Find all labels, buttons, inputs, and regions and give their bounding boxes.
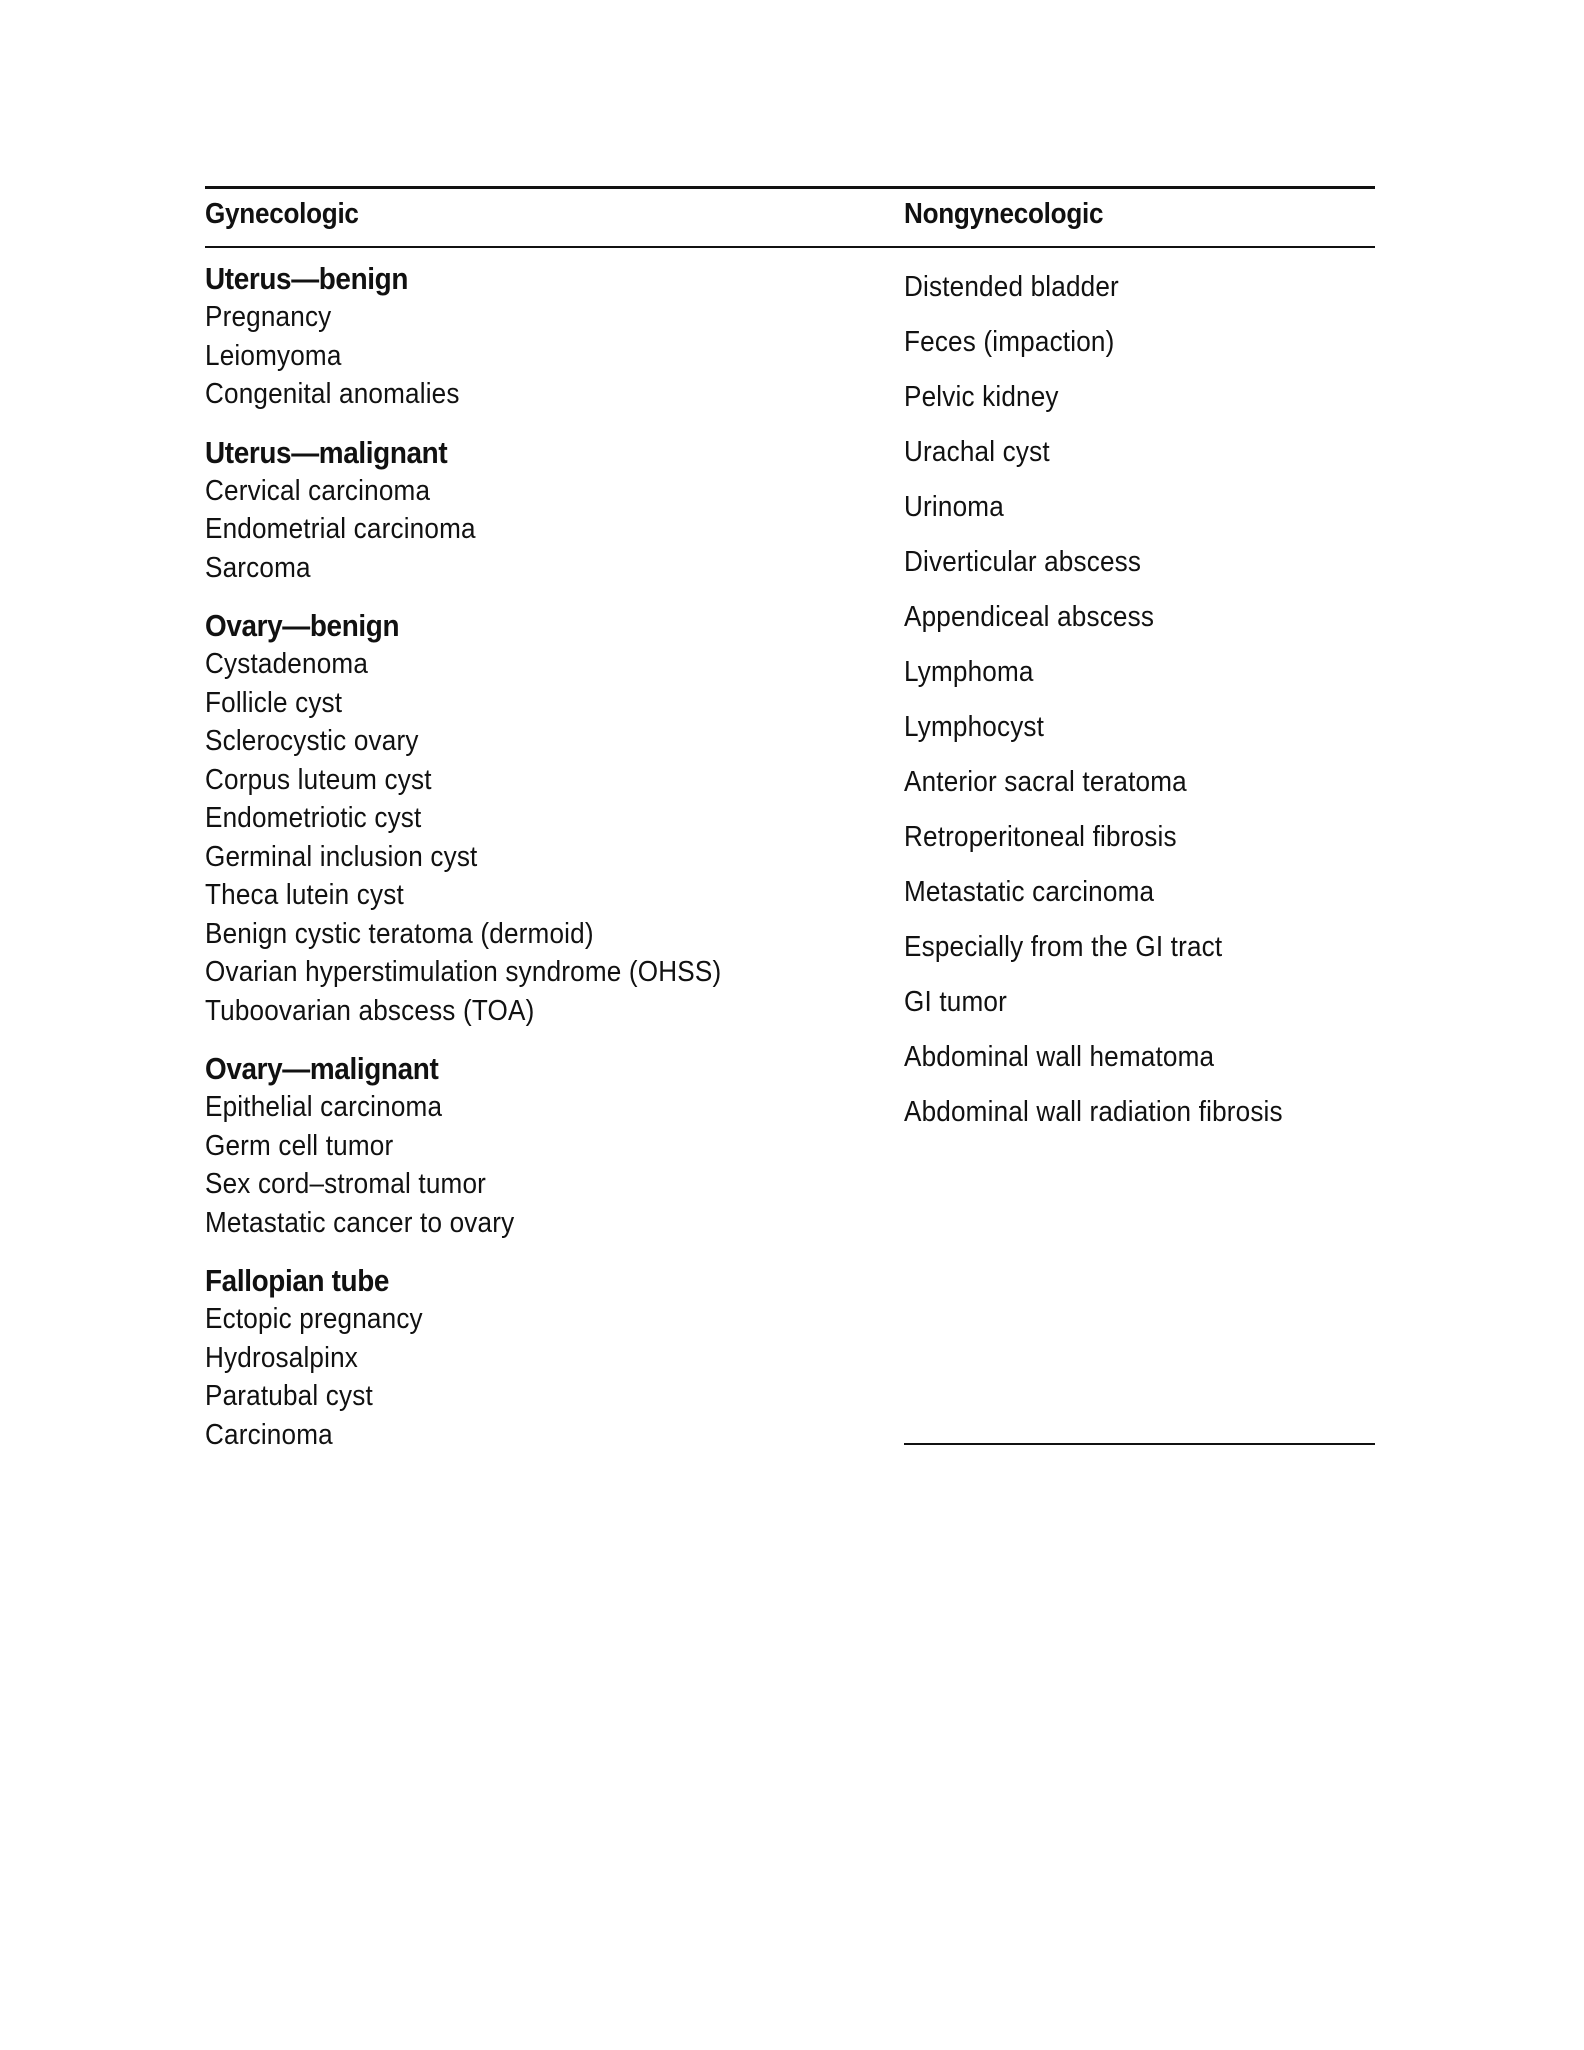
group-heading: Fallopian tube xyxy=(205,1263,390,1298)
list-item: Urachal cyst xyxy=(904,436,1050,468)
table-header-rule xyxy=(205,246,1375,248)
group-uterus-benign xyxy=(205,260,885,414)
list-item: Tuboovarian abscess (TOA) xyxy=(205,994,535,1027)
list-item: Pregnancy xyxy=(205,301,332,333)
list-item: Germinal inclusion cyst xyxy=(205,840,478,873)
list-item: Endometrial carcinoma xyxy=(205,513,476,545)
table-bottom-rule xyxy=(904,1443,1375,1445)
list-item: Congenital anomalies xyxy=(205,378,460,410)
list-item: Abdominal wall radiation fibrosis xyxy=(904,1096,1283,1128)
list-item: Benign cystic teratoma (dermoid) xyxy=(205,917,594,950)
group-heading: Ovary—malignant xyxy=(205,1051,439,1086)
list-item: Carcinoma xyxy=(205,1418,333,1451)
list-item: Abdominal wall hematoma xyxy=(904,1041,1215,1073)
list-item: Distended bladder xyxy=(904,271,1119,303)
group-heading: Uterus—malignant xyxy=(205,434,448,470)
group-heading: Ovary—benign xyxy=(205,608,400,643)
list-item: Theca lutein cyst xyxy=(205,879,404,911)
list-item: Anterior sacral teratoma xyxy=(904,766,1187,798)
list-item: Lymphoma xyxy=(904,656,1034,688)
group-heading: Uterus—benign xyxy=(205,261,409,296)
list-item: Leiomyoma xyxy=(205,339,342,372)
list-item: Cervical carcinoma xyxy=(205,474,431,507)
list-item: Germ cell tumor xyxy=(205,1129,394,1162)
list-item: Ectopic pregnancy xyxy=(205,1303,423,1335)
nongynecologic-column-header: Nongynecologic xyxy=(904,198,1104,230)
list-item: Pelvic kidney xyxy=(904,381,1059,413)
nongynecologic-column xyxy=(904,260,1384,1140)
list-item: Retroperitoneal fibrosis xyxy=(904,821,1177,853)
gynecologic-column-header: Gynecologic xyxy=(205,198,359,230)
list-item: Metastatic carcinoma xyxy=(904,876,1155,908)
list-item: Cystadenoma xyxy=(205,648,369,680)
group-fallopian-tube xyxy=(205,1262,885,1454)
list-item: Sclerocystic ovary xyxy=(205,725,419,757)
list-item: Corpus luteum cyst xyxy=(205,763,432,796)
list-item: Urinoma xyxy=(904,491,1004,523)
group-uterus-malignant xyxy=(205,434,885,588)
list-item: Lymphocyst xyxy=(904,711,1045,743)
list-item: GI tumor xyxy=(904,986,1007,1018)
list-item: Sex cord–stromal tumor xyxy=(205,1168,487,1200)
list-item: Epithelial carcinoma xyxy=(205,1091,443,1123)
list-item: Paratubal cyst xyxy=(205,1380,373,1412)
list-item: Follicle cyst xyxy=(205,686,343,719)
list-item: Feces (impaction) xyxy=(904,326,1115,358)
table-top-rule xyxy=(205,186,1375,189)
gynecologic-column xyxy=(205,260,885,1474)
group-ovary-benign xyxy=(205,607,885,1030)
list-item: Ovarian hyperstimulation syndrome (OHSS) xyxy=(205,956,722,988)
list-item: Appendiceal abscess xyxy=(904,601,1155,633)
list-item: Endometriotic cyst xyxy=(205,802,422,834)
group-ovary-malignant xyxy=(205,1050,885,1242)
list-item: Hydrosalpinx xyxy=(205,1341,359,1374)
list-item: Especially from the GI tract xyxy=(904,931,1223,963)
list-item: Diverticular abscess xyxy=(904,546,1142,578)
list-item: Sarcoma xyxy=(205,551,311,584)
list-item: Metastatic cancer to ovary xyxy=(205,1206,515,1239)
